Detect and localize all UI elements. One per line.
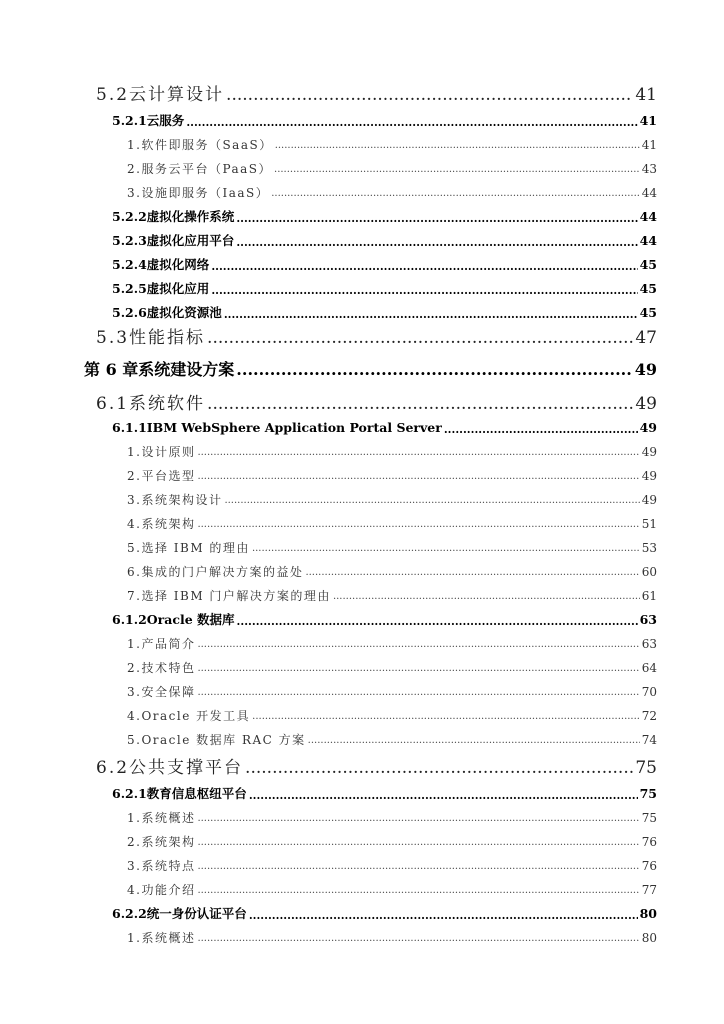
- toc-entry-title: 系统软件: [129, 394, 206, 414]
- toc-entry-title: Oracle 数据库: [146, 612, 235, 627]
- toc-entry-item[interactable]: [127, 494, 657, 506]
- toc-entry-page-number: 43: [641, 162, 657, 176]
- dot-leader: [207, 330, 633, 347]
- toc-entry-page-number: 75: [635, 758, 657, 778]
- toc-entry-number: 6.1.2: [112, 612, 147, 627]
- toc-entry-item[interactable]: [127, 884, 657, 896]
- toc-entry-page-number: 49: [639, 420, 657, 435]
- dot-leader: [333, 592, 640, 602]
- toc-entry-page-number: 60: [641, 565, 657, 579]
- toc-entry-number: 5.2.5: [112, 281, 147, 296]
- toc-entry-page-number: 49: [635, 394, 657, 414]
- toc-entry-title: 5.Oracle 数据库 RAC 方案: [127, 733, 306, 747]
- toc-entry-title: 虚拟化网络: [146, 257, 210, 272]
- dot-leader: [207, 396, 633, 413]
- toc-entry-item[interactable]: [127, 187, 657, 199]
- dot-leader: [197, 664, 639, 674]
- dot-leader: [274, 165, 640, 175]
- dot-leader: [245, 760, 633, 777]
- toc-entry-page-number: 74: [641, 733, 657, 747]
- toc-entry-title: 2.平台选型: [127, 469, 196, 483]
- toc-entry-page-number: 45: [639, 257, 657, 272]
- toc-entry-number: 第 6 章: [84, 360, 139, 379]
- toc-entry-item[interactable]: [127, 812, 657, 824]
- toc-entry-page-number: 70: [641, 685, 657, 699]
- toc-entry-number: 6.2: [96, 758, 130, 778]
- toc-entry-title: 3.安全保障: [127, 685, 196, 699]
- toc-entry-title: 4.系统架构: [127, 517, 196, 531]
- toc-entry-item[interactable]: [127, 836, 657, 848]
- toc-entry-page-number: 72: [641, 709, 657, 723]
- toc-entry-sub[interactable]: [112, 307, 657, 320]
- toc-entry-page-number: 41: [639, 113, 657, 128]
- dot-leader: [197, 862, 639, 872]
- toc-entry-page-number: 45: [639, 305, 657, 320]
- toc-entry-title: 3.系统特点: [127, 859, 196, 873]
- toc-entry-sub[interactable]: [112, 115, 657, 128]
- toc-entry-sub[interactable]: [112, 283, 657, 296]
- dot-leader: [197, 688, 639, 698]
- toc-entry-title: IBM WebSphere Application Portal Server: [146, 420, 442, 435]
- dot-leader: [197, 838, 639, 848]
- toc-entry-page-number: 49: [641, 445, 657, 459]
- toc-entry-title: 3.系统架构设计: [127, 493, 223, 507]
- toc-entry-title: 7.选择 IBM 门户解决方案的理由: [127, 589, 331, 603]
- toc-entry-number: 5.2.6: [112, 305, 147, 320]
- toc-entry-sub[interactable]: [112, 211, 657, 224]
- dot-leader: [197, 520, 639, 530]
- toc-entry-title: 性能指标: [129, 328, 206, 348]
- dot-leader: [252, 712, 640, 722]
- toc-entry-sub[interactable]: [112, 788, 657, 801]
- toc-entry-section[interactable]: [96, 396, 657, 413]
- toc-entry-page-number: 76: [641, 835, 657, 849]
- toc-entry-page-number: 49: [634, 360, 657, 379]
- toc-entry-sub[interactable]: [112, 614, 657, 627]
- toc-entry-page-number: 51: [641, 517, 657, 531]
- toc-entry-title: 虚拟化应用: [146, 281, 210, 296]
- toc-entry-item[interactable]: [127, 662, 657, 674]
- dot-leader: [236, 362, 632, 378]
- toc-entry-section[interactable]: [96, 330, 657, 347]
- toc-entry-title: 1.设计原则: [127, 445, 196, 459]
- toc-entry-item[interactable]: [127, 518, 657, 530]
- dot-leader: [211, 261, 637, 272]
- toc-entry-number: 5.2.2: [112, 209, 147, 224]
- dot-leader: [444, 424, 638, 435]
- toc-entry-title: 云计算设计: [129, 85, 225, 105]
- toc-entry-page-number: 77: [641, 883, 657, 897]
- toc-entry-number: 5.3: [96, 328, 130, 348]
- dot-leader: [197, 640, 639, 650]
- toc-entry-page-number: 80: [639, 906, 657, 921]
- toc-entry-sub[interactable]: [112, 235, 657, 248]
- toc-entry-item[interactable]: [127, 470, 657, 482]
- toc-entry-number: 6.1.1: [112, 420, 147, 435]
- toc-entry-page-number: 44: [639, 209, 657, 224]
- toc-entry-sub[interactable]: [112, 259, 657, 272]
- dot-leader: [249, 790, 638, 801]
- toc-entry-number: 5.2.1: [112, 113, 147, 128]
- toc-entry-page-number: 80: [641, 931, 657, 945]
- toc-entry-page-number: 63: [641, 637, 657, 651]
- toc-entry-sub[interactable]: [112, 422, 657, 435]
- toc-entry-title: 统一身份认证平台: [146, 906, 247, 921]
- toc-entry-page-number: 76: [641, 859, 657, 873]
- toc-entry-page-number: 53: [641, 541, 657, 555]
- toc-entry-title: 4.Oracle 开发工具: [127, 709, 251, 723]
- toc-entry-item[interactable]: [127, 932, 657, 944]
- toc-entry-item[interactable]: [127, 860, 657, 872]
- toc-entry-title: 1.系统概述: [127, 931, 196, 945]
- toc-entry-page-number: 45: [639, 281, 657, 296]
- toc-entry-title: 云服务: [146, 113, 185, 128]
- dot-leader: [197, 814, 639, 824]
- toc-entry-item[interactable]: [127, 446, 657, 458]
- toc-entry-title: 公共支撑平台: [129, 758, 244, 778]
- toc-entry-title: 系统建设方案: [138, 360, 235, 379]
- toc-entry-title: 虚拟化操作系统: [146, 209, 235, 224]
- dot-leader: [252, 544, 640, 554]
- toc-entry-title: 2.技术特色: [127, 661, 196, 675]
- dot-leader: [236, 237, 637, 248]
- toc-entry-title: 1.系统概述: [127, 811, 196, 825]
- dot-leader: [275, 141, 640, 151]
- toc-entry-page-number: 49: [641, 493, 657, 507]
- dot-leader: [197, 448, 639, 458]
- toc-entry-item[interactable]: [127, 710, 657, 722]
- toc-entry-sub[interactable]: [112, 908, 657, 921]
- dot-leader: [197, 472, 639, 482]
- dot-leader: [186, 117, 637, 128]
- toc-entry-title: 6.集成的门户解决方案的益处: [127, 565, 304, 579]
- toc-entry-page-number: 75: [639, 786, 657, 801]
- toc-entry-page-number: 41: [641, 138, 657, 152]
- toc-entry-item[interactable]: [127, 590, 657, 602]
- toc-entry-page-number: 64: [641, 661, 657, 675]
- toc-entry-section[interactable]: [96, 87, 657, 104]
- toc-entry-item[interactable]: [127, 686, 657, 698]
- toc-entry-item[interactable]: [127, 566, 657, 578]
- toc-entry-number: 6.1: [96, 394, 130, 414]
- toc-entry-number: 5.2.4: [112, 257, 147, 272]
- toc-entry-title: 虚拟化资源池: [146, 305, 222, 320]
- dot-leader: [249, 910, 638, 921]
- dot-leader: [197, 934, 639, 944]
- dot-leader: [226, 87, 633, 104]
- dot-leader: [271, 189, 639, 199]
- toc-entry-page-number: 63: [639, 612, 657, 627]
- dot-leader: [211, 285, 637, 296]
- toc-entry-item[interactable]: [127, 638, 657, 650]
- toc-entry-number: 6.2.2: [112, 906, 147, 921]
- toc-entry-page-number: 47: [635, 328, 657, 348]
- dot-leader: [224, 496, 639, 506]
- toc-entry-title: 1.软件即服务（SaaS）: [127, 138, 273, 152]
- toc-entry-item[interactable]: [127, 734, 657, 746]
- toc-entry-page-number: 61: [641, 589, 657, 603]
- toc-entry-item[interactable]: [127, 542, 657, 554]
- toc-entry-title: 4.功能介绍: [127, 883, 196, 897]
- toc-entry-title: 2.系统架构: [127, 835, 196, 849]
- toc-entry-title: 教育信息枢纽平台: [146, 786, 247, 801]
- toc-entry-number: 6.2.1: [112, 786, 147, 801]
- toc-entry-title: 虚拟化应用平台: [146, 233, 235, 248]
- toc-entry-item[interactable]: [127, 139, 657, 151]
- dot-leader: [197, 886, 639, 896]
- toc-entry-title: 3.设施即服务（IaaS）: [127, 186, 270, 200]
- toc-entry-page-number: 44: [639, 233, 657, 248]
- dot-leader: [237, 616, 638, 627]
- dot-leader: [308, 736, 640, 746]
- toc-entry-chapter[interactable]: [84, 362, 657, 378]
- toc-entry-page-number: 41: [635, 85, 657, 105]
- toc-entry-title: 1.产品简介: [127, 637, 196, 651]
- toc-entry-page-number: 49: [641, 469, 657, 483]
- toc-entry-page-number: 75: [641, 811, 657, 825]
- dot-leader: [305, 568, 639, 578]
- toc-entry-title: 5.选择 IBM 的理由: [127, 541, 250, 555]
- toc-entry-page-number: 44: [641, 186, 657, 200]
- toc-entry-title: 2.服务云平台（PaaS）: [127, 162, 273, 176]
- toc-entry-number: 5.2.3: [112, 233, 147, 248]
- dot-leader: [224, 309, 638, 320]
- toc-entry-number: 5.2: [96, 85, 130, 105]
- toc-entry-item[interactable]: [127, 163, 657, 175]
- dot-leader: [236, 213, 637, 224]
- toc-entry-section[interactable]: [96, 760, 657, 777]
